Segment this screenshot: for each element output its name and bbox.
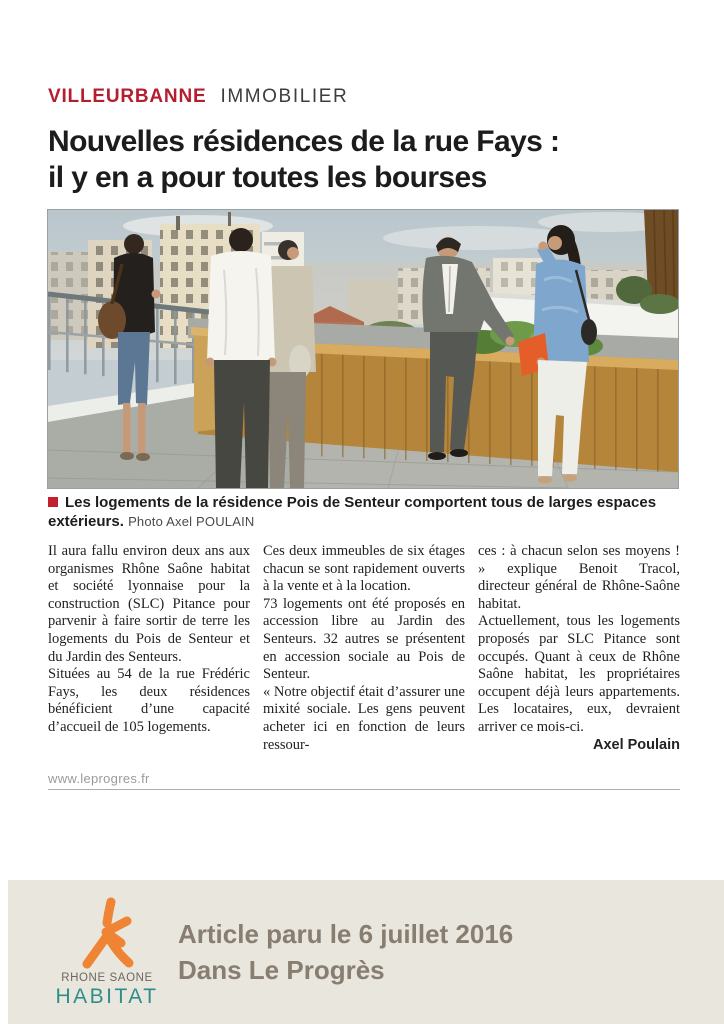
paragraph: 73 logements ont été proposés en accession libre au Jardin des Senteurs. 32 autres se présentent en accession sociale au Pois de Senteur. bbox=[263, 595, 465, 683]
photo-caption bbox=[48, 493, 680, 531]
logo-figure-icon bbox=[69, 896, 145, 970]
source-url: www.leprogres.fr bbox=[48, 771, 680, 790]
paragraph: ces : à chacun selon ses moyens ! » explique Benoit Tracol, directeur général de Rhône-Saône habitat. bbox=[478, 543, 680, 612]
logo-text-rhone-saone: RHONE SAONE bbox=[61, 971, 153, 984]
article-column-3 bbox=[478, 543, 680, 754]
caption-credit: Photo Axel POULAIN bbox=[128, 514, 255, 529]
headline-line2: il y en a pour toutes les bourses bbox=[48, 161, 487, 194]
rhone-saone-habitat-logo bbox=[48, 896, 166, 1009]
paragraph: Il aura fallu environ deux ans aux organismes Rhône Saône habitat et société lyonnaise pour la construction (SLC) Pitance pour parvenir à faire sortir de terre les logements du Pois de Senteur et du Jardin des Senteurs. bbox=[48, 543, 250, 665]
paragraph: Ces deux immeubles de six étages chacun se sont rapidement ouverts à la vente et à la location. bbox=[263, 543, 465, 595]
caption-text: Les logements de la résidence Pois de Senteur comportent tous de larges espaces extérieurs. bbox=[48, 494, 657, 530]
photo-illustration bbox=[48, 210, 678, 488]
article-column-2 bbox=[263, 543, 465, 754]
kicker-section: IMMOBILIER bbox=[220, 86, 349, 107]
photo-person-man-white-shirt bbox=[206, 228, 277, 488]
caption-bullet-icon bbox=[48, 497, 58, 507]
headline bbox=[48, 124, 648, 196]
publisher-banner bbox=[8, 880, 724, 1024]
article-photo bbox=[48, 210, 678, 488]
article-column-1 bbox=[48, 543, 250, 754]
kicker bbox=[48, 86, 348, 108]
publication-date-line: Article paru le 6 juillet 2016 bbox=[178, 919, 514, 949]
publication-note bbox=[178, 916, 513, 988]
headline-line1: Nouvelles résidences de la rue Fays : bbox=[48, 125, 560, 158]
publication-source-line: Dans Le Progrès bbox=[178, 955, 385, 985]
paragraph: « Notre objectif était d’assurer une mixité sociale. Les gens peuvent acheter ici en fonction de leurs ressour- bbox=[263, 683, 465, 753]
paragraph: Situées au 54 de la rue Frédéric Fays, les deux résidences bénéficient d’une capacité d’accueil de 105 logements. bbox=[48, 666, 250, 735]
paragraph: Actuellement, tous les logements proposés par SLC Pitance sont occupés. Quant à ceux de Rhône Saône habitat, les propriétaires occupent déjà leurs appartements. Les locataires, eux, devraient arriver ce mois-ci. bbox=[478, 613, 680, 735]
logo-text-habitat: HABITAT bbox=[55, 984, 159, 1008]
article-byline: Axel Poulain bbox=[592, 736, 680, 753]
article-body bbox=[48, 543, 680, 754]
kicker-location: VILLEURBANNE bbox=[48, 86, 207, 107]
